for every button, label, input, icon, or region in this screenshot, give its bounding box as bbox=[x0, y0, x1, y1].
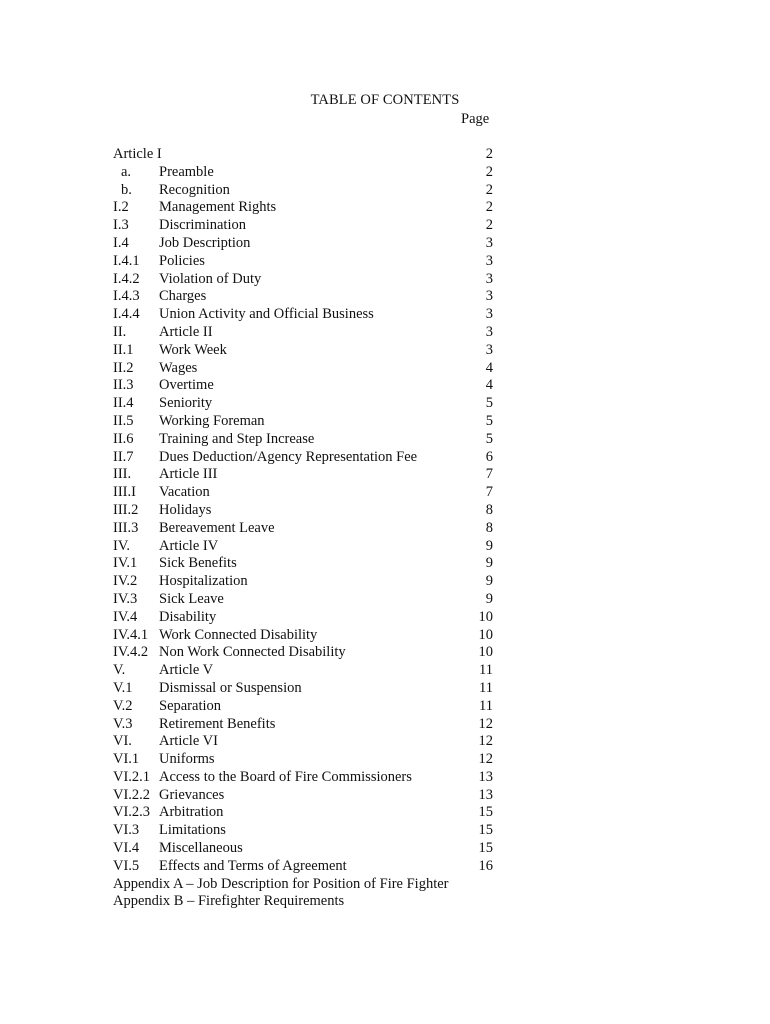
toc-entry bbox=[113, 627, 493, 645]
toc-entry bbox=[113, 146, 493, 164]
toc-entry-title: Hospitalization bbox=[159, 573, 248, 590]
toc-entry-number: VI.3 bbox=[113, 822, 140, 839]
toc-entry-number: a. bbox=[121, 163, 132, 180]
toc-entry bbox=[113, 716, 493, 734]
toc-entry-title: Article III bbox=[159, 466, 218, 483]
toc-entry-title: Non Work Connected Disability bbox=[159, 644, 346, 661]
toc-entry bbox=[113, 680, 493, 698]
toc-entry-title: Recognition bbox=[159, 181, 230, 198]
toc-entry bbox=[113, 288, 493, 306]
toc-entry-page: 15 bbox=[478, 804, 493, 821]
toc-entry-title: Arbitration bbox=[159, 804, 224, 821]
toc-entry-title: Appendix A – Job Description for Position of Fire Fighter bbox=[113, 875, 449, 892]
toc-entry bbox=[113, 271, 493, 289]
toc-entry-page: 7 bbox=[485, 466, 493, 483]
toc-entry bbox=[113, 733, 493, 751]
toc-entry bbox=[113, 306, 493, 324]
toc-entry bbox=[113, 466, 493, 484]
toc-entry-page: 9 bbox=[485, 573, 493, 590]
toc-entry-number: IV.1 bbox=[113, 555, 138, 572]
toc-entry-title: Article VI bbox=[159, 733, 218, 750]
toc-entry-title: Working Foreman bbox=[159, 412, 265, 429]
toc-entry-page: 11 bbox=[479, 697, 493, 714]
toc-entry bbox=[113, 520, 493, 538]
toc-entry-number: V.1 bbox=[113, 679, 133, 696]
toc-entry-title: Policies bbox=[159, 252, 205, 269]
toc-entry-title: Retirement Benefits bbox=[159, 715, 276, 732]
toc-entry bbox=[113, 360, 493, 378]
toc-entry-title: Work Connected Disability bbox=[159, 626, 318, 643]
toc-entry-title: Charges bbox=[159, 288, 207, 305]
toc-entry-page: 10 bbox=[478, 626, 493, 643]
toc-entry-title: Training and Step Increase bbox=[159, 430, 315, 447]
toc-entry bbox=[113, 324, 493, 342]
toc-list bbox=[113, 146, 493, 911]
toc-entry-page: 12 bbox=[478, 733, 493, 750]
toc-entry-title: Seniority bbox=[159, 395, 213, 412]
toc-entry-title: Wages bbox=[159, 359, 198, 376]
toc-entry-title: Separation bbox=[159, 697, 222, 714]
toc-entry bbox=[113, 876, 493, 894]
toc-entry-title: Work Week bbox=[159, 341, 227, 358]
toc-entry-page: 3 bbox=[485, 252, 493, 269]
toc-entry-title: Grievances bbox=[159, 786, 225, 803]
toc-entry-page: 4 bbox=[485, 359, 493, 376]
toc-entry-title: Vacation bbox=[159, 484, 210, 501]
toc-entry-page: 9 bbox=[485, 555, 493, 572]
toc-entry bbox=[113, 573, 493, 591]
toc-entry bbox=[113, 769, 493, 787]
toc-entry-number: I.3 bbox=[113, 217, 129, 234]
toc-entry-page: 15 bbox=[478, 822, 493, 839]
toc-entry-title: Article I bbox=[113, 146, 162, 162]
toc-entry-number: VI. bbox=[113, 733, 132, 750]
toc-entry-page: 6 bbox=[485, 448, 493, 465]
toc-entry-title: Effects and Terms of Agreement bbox=[159, 857, 347, 874]
toc-entry bbox=[113, 662, 493, 680]
toc-entry-title: Miscellaneous bbox=[159, 840, 243, 857]
toc-entry-title: Article IV bbox=[159, 537, 219, 554]
toc-entry-number: VI.2.3 bbox=[113, 804, 151, 821]
toc-entry-page: 12 bbox=[478, 751, 493, 768]
toc-entry-number: b. bbox=[121, 181, 132, 198]
toc-entry-number: II.6 bbox=[113, 430, 134, 447]
toc-entry-title: Overtime bbox=[159, 377, 214, 394]
toc-entry-title: Uniforms bbox=[159, 751, 215, 768]
toc-entry bbox=[113, 395, 493, 413]
toc-entry bbox=[113, 377, 493, 395]
toc-entry-page: 11 bbox=[479, 662, 493, 679]
toc-entry-page: 13 bbox=[478, 768, 493, 785]
toc-entry-number: IV.2 bbox=[113, 573, 138, 590]
toc-entry-page: 5 bbox=[485, 395, 493, 412]
toc-title: TABLE OF CONTENTS bbox=[310, 92, 460, 108]
toc-entry-number: I.4.4 bbox=[113, 306, 140, 323]
toc-entry-number: V.3 bbox=[113, 715, 133, 732]
toc-entry-number: III.I bbox=[113, 484, 136, 501]
toc-entry-page: 8 bbox=[485, 501, 493, 518]
toc-entry bbox=[113, 484, 493, 502]
toc-entry-title: Article V bbox=[159, 662, 214, 679]
toc-entry-page: 5 bbox=[485, 412, 493, 429]
toc-entry bbox=[113, 644, 493, 662]
toc-entry-page: 16 bbox=[478, 857, 493, 874]
toc-entry-title: Union Activity and Official Business bbox=[159, 306, 374, 323]
toc-entry-number: II. bbox=[113, 323, 127, 340]
toc-entry-page: 13 bbox=[478, 786, 493, 803]
toc-entry-number: VI.2.2 bbox=[113, 786, 151, 803]
toc-entry bbox=[113, 413, 493, 431]
toc-entry-page: 15 bbox=[478, 840, 493, 857]
toc-entry-number: IV.4.2 bbox=[113, 644, 149, 661]
toc-entry-page: 10 bbox=[478, 644, 493, 661]
toc-entry-page: 11 bbox=[479, 679, 493, 696]
toc-entry-title: Violation of Duty bbox=[159, 270, 262, 287]
toc-entry bbox=[113, 787, 493, 805]
toc-entry-number: VI.2.1 bbox=[113, 768, 151, 785]
toc-entry bbox=[113, 609, 493, 627]
toc-entry-title: Holidays bbox=[159, 501, 212, 518]
toc-entry-number: I.4 bbox=[113, 234, 129, 251]
toc-entry-title: Disability bbox=[159, 608, 217, 625]
toc-entry-number: II.1 bbox=[113, 341, 134, 358]
toc-entry-number: IV. bbox=[113, 537, 131, 554]
toc-entry-page: 3 bbox=[485, 323, 493, 340]
toc-entry-page: 3 bbox=[485, 288, 493, 305]
toc-entry-title: Access to the Board of Fire Commissioners bbox=[159, 768, 412, 785]
toc-entry-page: 2 bbox=[485, 146, 493, 162]
toc-entry-title: Appendix B – Firefighter Requirements bbox=[113, 893, 345, 910]
toc-entry-number: IV.4 bbox=[113, 608, 138, 625]
toc-entry bbox=[113, 253, 493, 271]
toc-entry-number: I.4.2 bbox=[113, 270, 140, 287]
toc-entry-number: V. bbox=[113, 662, 126, 679]
toc-entry-title: Sick Benefits bbox=[159, 555, 237, 572]
toc-entry-number: II.7 bbox=[113, 448, 134, 465]
toc-entry-page: 5 bbox=[485, 430, 493, 447]
toc-entry-page: 12 bbox=[478, 715, 493, 732]
toc-entry-number: III.3 bbox=[113, 519, 139, 536]
toc-entry-title: Dismissal or Suspension bbox=[159, 679, 302, 696]
toc-entry bbox=[113, 502, 493, 520]
toc-entry-page: 9 bbox=[485, 590, 493, 607]
toc-entry-page: 10 bbox=[478, 608, 493, 625]
toc-entry-title: Preamble bbox=[159, 163, 214, 180]
toc-entry-page: 2 bbox=[485, 163, 493, 180]
toc-entry bbox=[113, 751, 493, 769]
toc-entry-number: VI.4 bbox=[113, 840, 140, 857]
page-column-label: Page bbox=[461, 111, 490, 127]
toc-entry bbox=[113, 182, 493, 200]
toc-entry bbox=[113, 804, 493, 822]
toc-entry-page: 9 bbox=[485, 537, 493, 554]
toc-entry bbox=[113, 591, 493, 609]
toc-entry-number: II.4 bbox=[113, 395, 134, 412]
toc-entry bbox=[113, 893, 493, 911]
toc-entry-number: II.2 bbox=[113, 359, 134, 376]
toc-entry bbox=[113, 555, 493, 573]
toc-entry-title: Discrimination bbox=[159, 217, 246, 234]
toc-entry-number: VI.5 bbox=[113, 857, 140, 874]
toc-entry-number: V.2 bbox=[113, 697, 133, 714]
toc-entry-number: III.2 bbox=[113, 501, 139, 518]
toc-entry bbox=[113, 199, 493, 217]
toc-entry-page: 2 bbox=[485, 199, 493, 216]
toc-entry-number: III. bbox=[113, 466, 132, 483]
toc-entry bbox=[113, 840, 493, 858]
toc-entry-page: 2 bbox=[485, 217, 493, 234]
toc-entry bbox=[113, 698, 493, 716]
toc-entry-title: Bereavement Leave bbox=[159, 519, 275, 536]
toc-entry bbox=[113, 449, 493, 467]
toc-entry-page: 4 bbox=[485, 377, 493, 394]
toc-entry-title: Article II bbox=[159, 323, 213, 340]
toc-entry bbox=[113, 538, 493, 556]
toc-entry-title: Management Rights bbox=[159, 199, 277, 216]
toc-entry-title: Sick Leave bbox=[159, 590, 224, 607]
toc-entry-number: VI.1 bbox=[113, 751, 140, 768]
toc-entry-page: 3 bbox=[485, 341, 493, 358]
toc-entry bbox=[113, 822, 493, 840]
toc-entry bbox=[113, 235, 493, 253]
toc-entry-page: 3 bbox=[485, 234, 493, 251]
toc-entry-number: II.3 bbox=[113, 377, 134, 394]
toc-entry bbox=[113, 164, 493, 182]
toc-entry bbox=[113, 431, 493, 449]
toc-entry bbox=[113, 342, 493, 360]
toc-entry-title: Dues Deduction/Agency Representation Fee bbox=[159, 448, 418, 465]
toc-entry-number: I.2 bbox=[113, 199, 129, 216]
toc-entry-page: 3 bbox=[485, 306, 493, 323]
toc-entry-number: IV.3 bbox=[113, 590, 138, 607]
toc-entry-page: 8 bbox=[485, 519, 493, 536]
toc-entry-page: 3 bbox=[485, 270, 493, 287]
toc-entry-number: II.5 bbox=[113, 412, 134, 429]
toc-entry-title: Limitations bbox=[159, 822, 226, 839]
toc-entry-number: I.4.3 bbox=[113, 288, 140, 305]
toc-entry-title: Job Description bbox=[159, 234, 251, 251]
toc-entry-page: 7 bbox=[485, 484, 493, 501]
toc-entry-number: IV.4.1 bbox=[113, 626, 149, 643]
toc-entry-number: I.4.1 bbox=[113, 252, 140, 269]
toc-entry bbox=[113, 858, 493, 876]
toc-entry bbox=[113, 217, 493, 235]
toc-entry-page: 2 bbox=[485, 181, 493, 198]
